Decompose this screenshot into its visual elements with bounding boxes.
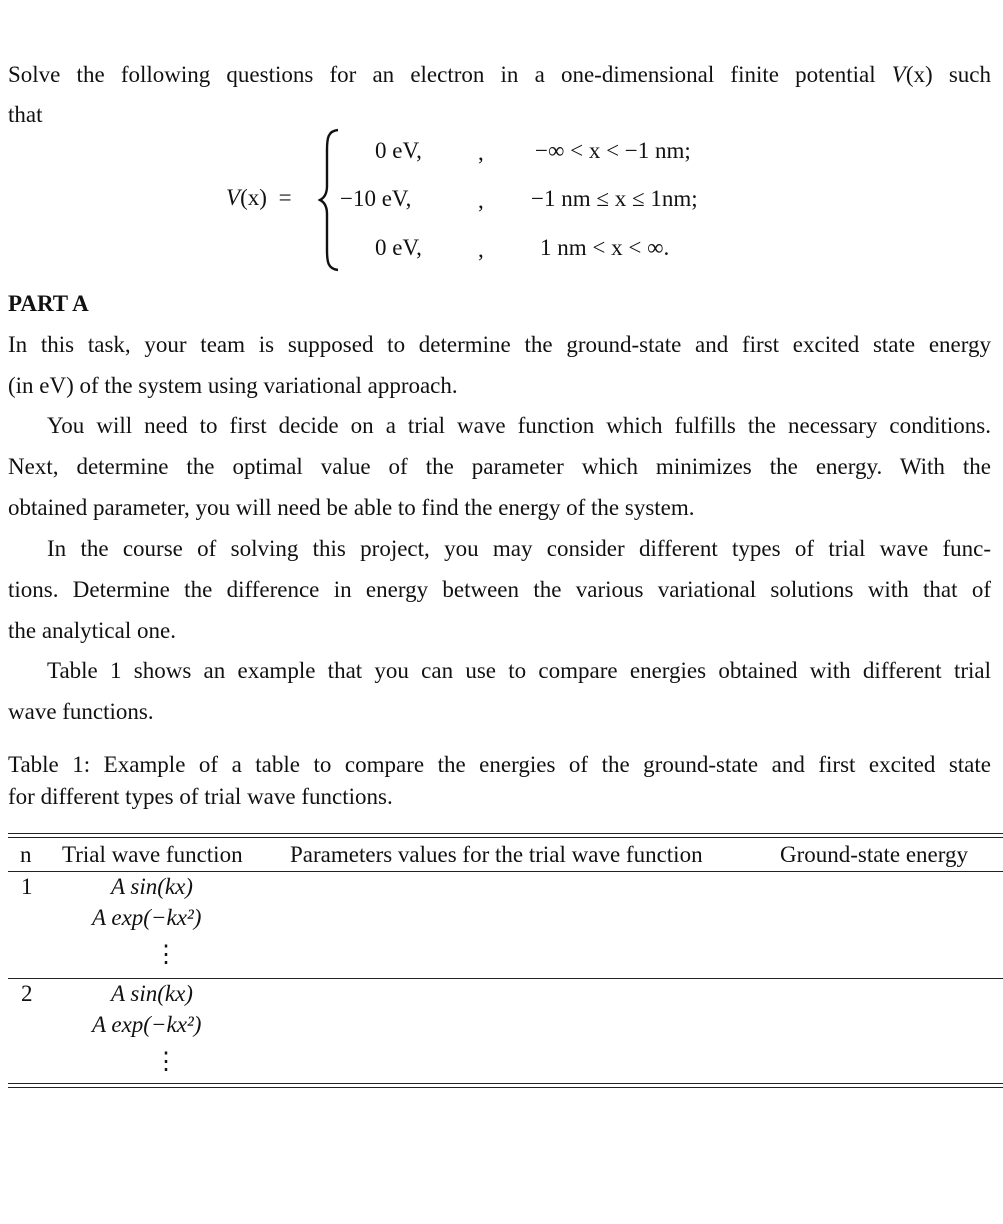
case-cond-2: 1 nm < x < ∞. [540,235,670,260]
table-caption-line-1: Table 1: Example of a table to compare the energies of the ground-state and first excited state [8,752,991,777]
paragraph-2-line-2: Next, determine the optimal value of the parameter which minimizes the energy. With the [8,454,991,479]
case-sep-1: , [478,188,484,213]
table-header-energy: Ground-state energy [780,842,968,867]
case-cond-0: −∞ < x < −1 nm; [535,138,691,163]
table-bottom-rule-double [8,1087,1003,1088]
potential-arg: (x) [905,62,933,87]
case-value-1: −10 eV, [340,186,412,211]
trial-function-gauss: A exp(−kx²) [92,905,202,930]
vertical-ellipsis-icon: ⋮ [154,1049,178,1075]
intro-text-end: such [932,62,991,87]
potential-symbol: V [891,62,906,87]
trial-function-sin: A sin(kx) [111,874,193,899]
equation-lhs-v: V [226,185,241,210]
paragraph-4-line-2: wave functions. [8,699,154,724]
paragraph-2-line-3: obtained parameter, you will need be able to find the energy of the system. [8,495,695,520]
left-brace-icon [318,128,342,272]
table-row-n: 1 [21,874,33,899]
paragraph-2-line-1: You will need to first decide on a trial wave function which fulfills the necessary conditions. [47,413,991,438]
case-sep-0: , [478,140,484,165]
case-sep-2: , [478,237,484,262]
paragraph-3-line-2: tions. Determine the difference in energy between the various variational solutions with that of [8,577,991,602]
intro-text: Solve the following questions for an electron in a one-dimensional finite potential [8,62,892,87]
trial-function-sin: A sin(kx) [111,981,193,1006]
table-top-rule-double [8,837,1003,838]
table-header-trial: Trial wave function [62,842,243,867]
table-header-n: n [20,842,32,867]
intro-line-2: that [8,102,43,127]
paragraph-1-line-1: In this task, your team is supposed to determine the ground-state and first excited state energy [8,332,991,357]
equation-lhs-arg: (x) [240,185,267,210]
equation-lhs [226,183,292,213]
intro-line-1 [8,54,991,95]
paragraph-3-line-1: In the course of solving this project, you may consider different types of trial wave func- [47,536,991,561]
equation-equals: = [278,185,292,210]
case-cond-1: −1 nm ≤ x ≤ 1nm; [531,186,698,211]
table-bottom-rule [8,1083,1003,1084]
table-row-n: 2 [21,981,33,1006]
vertical-ellipsis-icon: ⋮ [154,942,178,968]
table-caption-line-2: for different types of trial wave functions. [8,784,393,809]
table-header-params: Parameters values for the trial wave function [290,842,703,867]
paragraph-3-line-3: the analytical one. [8,618,176,643]
case-value-2: 0 eV, [375,235,422,260]
trial-function-gauss: A exp(−kx²) [92,1012,202,1037]
case-value-0: 0 eV, [375,138,422,163]
table-top-rule [8,833,1003,834]
paragraph-4-line-1: Table 1 shows an example that you can use to compare energies obtained with different trial [47,658,991,683]
paragraph-1-line-2: (in eV) of the system using variational approach. [8,373,458,398]
part-a-heading: PART A [8,291,89,316]
